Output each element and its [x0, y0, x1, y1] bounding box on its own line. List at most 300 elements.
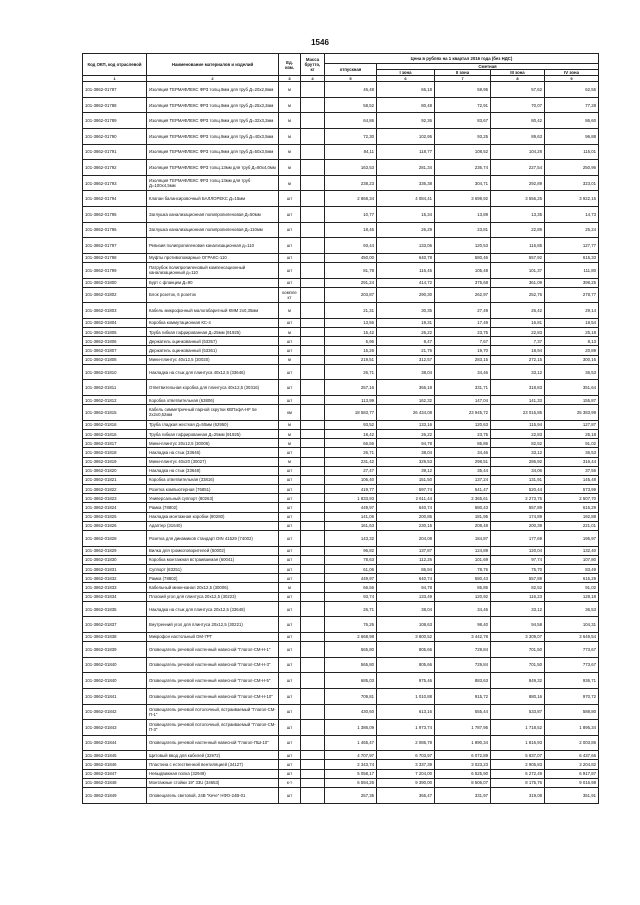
item-code: 101-3862-01812 [83, 396, 147, 405]
item-name: Заглушка канализационная полипропиленовая Д=110мм [147, 222, 279, 238]
item-name: Универсальный суппорт (80263) [147, 494, 279, 503]
item-code: 101-3862-01796 [83, 222, 147, 238]
table-row [83, 642, 599, 658]
item-unit: шт [279, 206, 301, 222]
price-zone-4: 8,13 [545, 337, 599, 346]
price-sale: 18,46 [325, 222, 377, 238]
item-unit: м [279, 113, 301, 129]
item-mass [301, 144, 325, 160]
item-name: Накладка монтажная коробки (80280) [147, 512, 279, 521]
table-row [83, 632, 599, 641]
item-code: 101-3862-01822 [83, 485, 147, 494]
item-code: 101-3862-01815 [83, 405, 147, 421]
item-mass [301, 583, 325, 592]
price-zone-3: 80,42 [491, 113, 545, 129]
price-zone-2: 304,71 [435, 175, 491, 191]
price-sale: 685,03 [325, 673, 377, 689]
price-zone-3: 701,50 [491, 642, 545, 658]
table-row [83, 82, 599, 98]
table-row [83, 160, 599, 176]
price-zone-1: 94,78 [377, 583, 435, 592]
price-sale: 6 594,26 [325, 778, 377, 787]
table-row [83, 751, 599, 760]
item-unit: м [279, 457, 301, 466]
item-unit: м [279, 82, 301, 98]
price-zone-1: 19,31 [377, 318, 435, 327]
header-sale: отпускная [325, 64, 377, 76]
price-sale: 64,86 [325, 113, 377, 129]
price-zone-3: 880,16 [491, 688, 545, 704]
item-name: Накладка на стык (33646) [147, 448, 279, 457]
price-zone-1: 38,04 [377, 601, 435, 617]
item-name: Ревизия полипропиленовая канализационная д=110 [147, 238, 279, 254]
price-zone-1: 94,78 [377, 439, 435, 448]
price-zone-1: 26,29 [377, 222, 435, 238]
price-zone-1: 133,16 [377, 420, 435, 429]
price-zone-4: 128,18 [545, 592, 599, 601]
table-row [83, 97, 599, 113]
item-unit: шт [279, 494, 301, 503]
price-sale: 61,06 [325, 565, 377, 574]
item-mass [301, 565, 325, 574]
price-sale: 81,78 [325, 262, 377, 278]
item-unit: м [279, 439, 301, 448]
table-row [83, 531, 599, 547]
item-code: 101-3862-01794 [83, 191, 147, 207]
price-zone-4: 221,01 [545, 521, 599, 530]
item-mass [301, 673, 325, 689]
item-unit: к-т [279, 778, 301, 787]
price-zone-1: 26,22 [377, 328, 435, 337]
item-code: 101-3862-01803 [83, 303, 147, 319]
price-zone-1: 1 973,74 [377, 720, 435, 736]
table-row [83, 337, 599, 346]
price-zone-3: 131,91 [491, 475, 545, 484]
item-unit: шт [279, 642, 301, 658]
item-code: 101-3862-01824 [83, 503, 147, 512]
table-row [83, 355, 599, 364]
item-name: Изоляция ТЕРМАФЛЕКС ФРЗ толщ.9мм для труб Д=25x3,2мм [147, 97, 279, 113]
item-name: Изоляция ТЕРМАФЛЕКС ФРЗ толщ.9мм для труб Д=32x3,2мм [147, 113, 279, 129]
price-sale: 2 668,98 [325, 632, 377, 641]
item-name: Щитовый ввод для кабелей (32972) [147, 751, 279, 760]
item-unit: шт [279, 531, 301, 547]
table-row [83, 688, 599, 704]
price-zone-4: 351,91 [545, 788, 599, 804]
item-mass [301, 788, 325, 804]
item-mass [301, 688, 325, 704]
price-zone-1: 133,06 [377, 238, 435, 254]
header-zone-1: I зона [377, 70, 435, 76]
table-row [83, 720, 599, 736]
price-zone-2: 8 506,07 [435, 778, 491, 787]
item-name: Рамка (78802) [147, 574, 279, 583]
price-zone-4: 18,54 [545, 318, 599, 327]
price-zone-1: 108,63 [377, 617, 435, 633]
price-sale: 450,00 [325, 253, 377, 262]
item-name: Изоляция ТЕРМАФЛЕКС ФРЗ толщ.9мм для труб Д=40x3,5мм [147, 128, 279, 144]
price-zone-3: 3 309,07 [491, 632, 545, 641]
price-sale: 66,56 [325, 583, 377, 592]
price-zone-3: 34,06 [491, 466, 545, 475]
price-zone-1: 80,48 [377, 97, 435, 113]
price-zone-2: 137,24 [435, 475, 491, 484]
price-zone-2: 147,04 [435, 396, 491, 405]
price-zone-1: 312,57 [377, 355, 435, 364]
table-row [83, 191, 599, 207]
price-zone-4: 25,18 [545, 429, 599, 438]
price-sale: 72,30 [325, 128, 377, 144]
item-code: 101-3862-01787 [83, 82, 147, 98]
price-zone-1: 38,04 [377, 448, 435, 457]
price-zone-2: 83,67 [435, 113, 491, 129]
price-zone-3: 16,81 [491, 318, 545, 327]
price-zone-4: 91,02 [545, 583, 599, 592]
price-zone-4: 250,96 [545, 160, 599, 176]
item-code: 101-3862-01832 [83, 574, 147, 583]
item-unit: шт [279, 735, 301, 751]
price-zone-1: 640,74 [377, 574, 435, 583]
price-zone-4: 6 437,66 [545, 751, 599, 760]
item-unit: км [279, 405, 301, 421]
item-name: Кабельный мини-канал 20x12,5 (30006) [147, 583, 279, 592]
price-zone-2: 105,48 [435, 262, 491, 278]
item-unit: шт [279, 396, 301, 405]
price-zone-1: 38,04 [377, 364, 435, 380]
table-row [83, 673, 599, 689]
header-mass: Масса брутто, кг [301, 54, 325, 76]
item-mass [301, 617, 325, 633]
price-sale: 93,74 [325, 592, 377, 601]
price-zone-1: 290,30 [377, 287, 435, 303]
item-unit: шт [279, 769, 301, 778]
item-name: Клапан балансировочный БАЛЛОРЕКС Д=15мм [147, 191, 279, 207]
price-zone-4: 91,02 [545, 439, 599, 448]
item-code: 101-3862-01793 [83, 175, 147, 191]
item-unit: м [279, 420, 301, 429]
item-unit: шт [279, 337, 301, 346]
price-zone-1: 26 434,08 [377, 405, 435, 421]
price-zone-2: 883,63 [435, 673, 491, 689]
item-name: Кабель микрофонный малогабаритный КММ 2x0,35мм [147, 303, 279, 319]
item-unit: шт [279, 318, 301, 327]
price-zone-4: 36,53 [545, 364, 599, 380]
col-number: 2 [147, 76, 279, 82]
price-sale: 4 707,97 [325, 751, 377, 760]
price-zone-1: 9 390,00 [377, 778, 435, 787]
price-sale: 1 833,93 [325, 494, 377, 503]
price-zone-2: 3 442,78 [435, 632, 491, 641]
price-sale: 143,32 [325, 531, 377, 547]
table-row [83, 346, 599, 355]
item-unit: шт [279, 592, 301, 601]
price-zone-1: 640,74 [377, 503, 435, 512]
price-zone-1: 975,46 [377, 673, 435, 689]
price-zone-2: 6 525,90 [435, 769, 491, 778]
price-zone-3: 33,12 [491, 364, 545, 380]
item-unit: м [279, 160, 301, 176]
item-code: 101-3862-01840 [83, 673, 147, 689]
item-mass [301, 512, 325, 521]
table-row [83, 429, 599, 438]
price-zone-2: 1 890,34 [435, 735, 491, 751]
item-code: 101-3862-01849 [83, 788, 147, 804]
price-sale: 18,42 [325, 429, 377, 438]
header-unit: Ед. изм. [279, 54, 301, 76]
price-zone-1: 15,34 [377, 206, 435, 222]
item-mass [301, 328, 325, 337]
item-name: Патрубок полипропиленовый компенсационный канализационный д=110 [147, 262, 279, 278]
price-zone-3: 8 175,76 [491, 778, 545, 787]
item-unit: шт [279, 466, 301, 475]
price-zone-4: 9 016,98 [545, 778, 599, 787]
table-row [83, 175, 599, 191]
table-row [83, 583, 599, 592]
price-zone-4: 155,87 [545, 396, 599, 405]
table-row [83, 512, 599, 521]
header-name: Наименование материалов и изделий [147, 54, 279, 76]
price-zone-4: 86,60 [545, 113, 599, 129]
price-zone-2: 181,95 [435, 512, 491, 521]
price-zone-2: 108,52 [435, 144, 491, 160]
price-zone-2: 580,43 [435, 574, 491, 583]
price-sale: 46,48 [325, 82, 377, 98]
price-zone-4: 936,71 [545, 673, 599, 689]
table-row [83, 396, 599, 405]
item-unit: шт [279, 364, 301, 380]
item-mass [301, 82, 325, 98]
price-zone-3: 533,87 [491, 704, 545, 720]
table-row [83, 546, 599, 555]
price-sale: 449,97 [325, 574, 377, 583]
price-zone-2: 85,86 [435, 439, 491, 448]
price-sale: 2 868,34 [325, 191, 377, 207]
item-unit: шт [279, 751, 301, 760]
item-mass [301, 253, 325, 262]
item-name: Изоляция ТЕРМАФЛЕКС ФРЗ толщ.13мм для труб Д=80x4,0мм [147, 160, 279, 176]
price-zone-3: 292,89 [491, 175, 545, 191]
price-zone-1: 116,45 [377, 262, 435, 278]
price-zone-1: 6 703,97 [377, 751, 435, 760]
price-zone-1: 39,12 [377, 466, 435, 475]
item-name: Накладка на стык для плинтуса 40x12,5 (33646) [147, 364, 279, 380]
price-zone-2: 98,40 [435, 617, 491, 633]
table-row [83, 565, 599, 574]
item-code: 101-3862-01826 [83, 521, 147, 530]
item-name: Оповещатель речевой потолочный, встраиваемый "Глагол-СМ-П-1" [147, 704, 279, 720]
price-zone-2: 23,75 [435, 429, 491, 438]
item-mass [301, 704, 325, 720]
item-code: 101-3862-01805 [83, 328, 147, 337]
col-number: 5 [325, 76, 377, 82]
table-row [83, 380, 599, 396]
item-mass [301, 574, 325, 583]
item-mass [301, 262, 325, 278]
price-sale: 15,42 [325, 328, 377, 337]
item-code: 101-3862-01834 [83, 592, 147, 601]
item-code: 101-3862-01790 [83, 128, 147, 144]
price-zone-4: 573,99 [545, 485, 599, 494]
item-name: Блок розеток, 6 розеток [147, 287, 279, 303]
price-zone-3: 318,83 [491, 380, 545, 396]
item-mass [301, 760, 325, 769]
price-zone-2: 184,87 [435, 531, 491, 547]
price-zone-3: 520,44 [491, 485, 545, 494]
price-zone-4: 111,80 [545, 262, 599, 278]
price-zone-1: 204,08 [377, 531, 435, 547]
item-name: Коробка ответвительная (33816) [147, 475, 279, 484]
table-row [83, 318, 599, 327]
price-zone-2: 729,84 [435, 642, 491, 658]
price-sale: 26,71 [325, 448, 377, 457]
item-name: Оповещатель речевой настенный навесной "Глагол-СМ-Н-1" [147, 642, 279, 658]
price-zone-1: 3 800,52 [377, 632, 435, 641]
price-sale: 113,99 [325, 396, 377, 405]
price-zone-4: 323,01 [545, 175, 599, 191]
price-zone-3: 101,37 [491, 262, 545, 278]
table-row [83, 466, 599, 475]
price-zone-4: 25 383,99 [545, 405, 599, 421]
price-zone-3: 174,89 [491, 512, 545, 521]
price-zone-2: 3 699,92 [435, 191, 491, 207]
col-number: 9 [545, 76, 599, 82]
price-zone-4: 25,24 [545, 222, 599, 238]
price-zone-3: 701,50 [491, 657, 545, 673]
table-row [83, 735, 599, 751]
item-code: 101-3862-01807 [83, 346, 147, 355]
price-zone-1: 366,18 [377, 380, 435, 396]
price-zone-1: 805,66 [377, 642, 435, 658]
price-zone-3: 33,12 [491, 448, 545, 457]
price-sale: 565,80 [325, 657, 377, 673]
price-zone-4: 96,88 [545, 128, 599, 144]
item-unit: шт [279, 574, 301, 583]
price-zone-4: 3 204,82 [545, 760, 599, 769]
item-code: 101-3862-01842 [83, 704, 147, 720]
price-zone-3: 22,83 [491, 328, 545, 337]
price-zone-3: 116,23 [491, 592, 545, 601]
table-row [83, 128, 599, 144]
item-code: 101-3862-01820 [83, 466, 147, 475]
item-unit: шт [279, 238, 301, 254]
price-sale: 163,53 [325, 160, 377, 176]
item-code: 101-3862-01835 [83, 601, 147, 617]
item-unit: м [279, 144, 301, 160]
price-zone-4: 615,29 [545, 503, 599, 512]
price-sale: 21,31 [325, 303, 377, 319]
item-mass [301, 751, 325, 760]
item-mass [301, 546, 325, 555]
item-mass [301, 657, 325, 673]
price-zone-2: 2 365,61 [435, 494, 491, 503]
price-table [82, 53, 599, 804]
item-code: 101-3862-01816 [83, 420, 147, 429]
item-unit: м [279, 583, 301, 592]
item-name: Муфты противопожарные ОГРАКС-110 [147, 253, 279, 262]
price-zone-4: 316,44 [545, 457, 599, 466]
price-zone-4: 615,29 [545, 574, 599, 583]
item-unit: компле кт [279, 287, 301, 303]
price-zone-3: 33,12 [491, 601, 545, 617]
item-mass [301, 128, 325, 144]
item-mass [301, 355, 325, 364]
price-sale: 93,52 [325, 420, 377, 429]
item-code: 101-3862-01788 [83, 97, 147, 113]
price-sale: 257,16 [325, 380, 377, 396]
price-zone-4: 25,18 [545, 328, 599, 337]
item-mass [301, 503, 325, 512]
item-mass [301, 175, 325, 191]
price-zone-3: 104,28 [491, 144, 545, 160]
item-mass [301, 380, 325, 396]
price-zone-3: 2 273,75 [491, 494, 545, 503]
price-zone-1: 8,47 [377, 337, 435, 346]
price-sale: 2 343,74 [325, 760, 377, 769]
item-code: 101-3862-01802 [83, 287, 147, 303]
table-row [83, 592, 599, 601]
price-zone-4: 132,40 [545, 546, 599, 555]
item-mass [301, 346, 325, 355]
price-zone-3: 22,83 [491, 429, 545, 438]
price-sale: 78,63 [325, 555, 377, 564]
table-row [83, 278, 599, 287]
price-zone-2: 59,95 [435, 82, 491, 98]
item-name: Труба гибкая гофрированная Д=25мм (91925) [147, 429, 279, 438]
item-name: Адаптер (31640) [147, 521, 279, 530]
item-name: Изоляция ТЕРМАФЛЕКС ФРЗ толщ.9мм для труб Д=20x2,8мм [147, 82, 279, 98]
table-row [83, 555, 599, 564]
table-row [83, 485, 599, 494]
price-zone-3: 272,15 [491, 355, 545, 364]
price-sale: 161,63 [325, 521, 377, 530]
col-number: 8 [491, 76, 545, 82]
item-name: Суппорт (83251) [147, 565, 279, 574]
price-zone-3: 6 272,49 [491, 769, 545, 778]
item-code: 101-3862-01844 [83, 735, 147, 751]
price-zone-1: 329,53 [377, 457, 435, 466]
item-code: 101-3862-01789 [83, 113, 147, 129]
header-zone-3: III зона [491, 70, 545, 76]
item-mass [301, 113, 325, 129]
price-zone-3: 7,37 [491, 337, 545, 346]
price-zone-2: 7,67 [435, 337, 491, 346]
price-zone-1: 4 084,41 [377, 191, 435, 207]
item-mass [301, 420, 325, 429]
price-sale: 96,82 [325, 546, 377, 555]
price-sale: 231,42 [325, 457, 377, 466]
price-sale: 291,24 [325, 278, 377, 287]
price-zone-2: 35,44 [435, 466, 491, 475]
item-unit: м [279, 128, 301, 144]
price-zone-3: 94,58 [491, 617, 545, 633]
col-number: 7 [435, 76, 491, 82]
item-mass [301, 521, 325, 530]
item-unit: шт [279, 448, 301, 457]
price-zone-3: 319,08 [491, 788, 545, 804]
price-zone-3: 557,89 [491, 503, 545, 512]
header-zone-2: II зона [435, 70, 491, 76]
table-row [83, 657, 599, 673]
price-zone-2: 85,86 [435, 583, 491, 592]
price-zone-4: 36,53 [545, 601, 599, 617]
price-zone-4: 29,14 [545, 303, 599, 319]
price-zone-4: 351,64 [545, 380, 599, 396]
item-code: 101-3862-01792 [83, 160, 147, 176]
price-zone-2: 19,70 [435, 346, 491, 355]
item-code: 101-3862-01840 [83, 657, 147, 673]
price-zone-3: 1 718,52 [491, 720, 545, 736]
item-mass [301, 735, 325, 751]
